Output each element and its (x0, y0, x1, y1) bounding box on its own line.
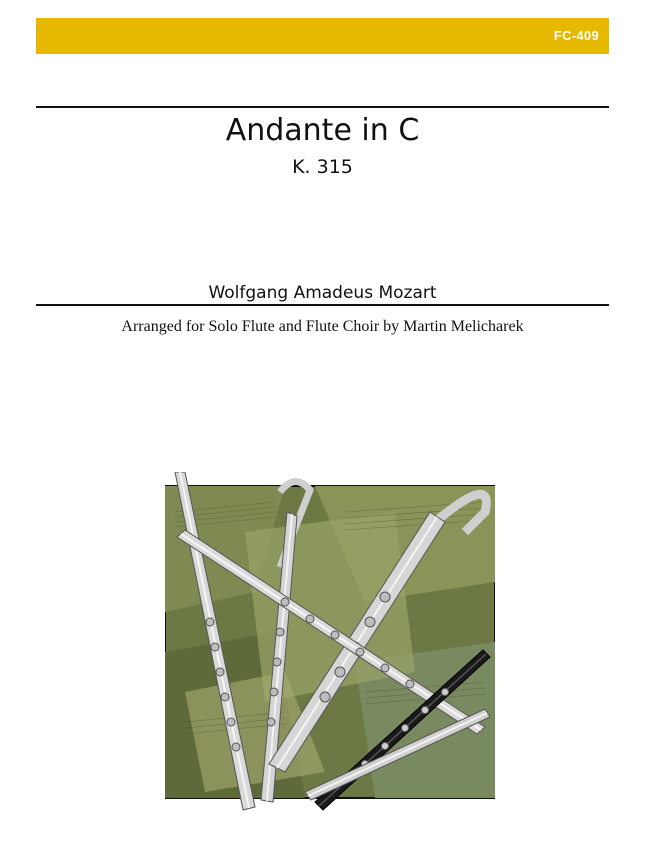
header-bar (36, 18, 609, 54)
piece-title: Andante in C (225, 113, 420, 148)
flutes-artwork (165, 472, 495, 812)
top-divider (36, 106, 609, 108)
composer-name: Wolfgang Amadeus Mozart (208, 283, 437, 303)
catalog-number: FC-409 (553, 28, 599, 43)
composer-divider (36, 304, 609, 306)
piece-catalog-subtitle: K. 315 (292, 156, 353, 178)
arrangement-credit: Arranged for Solo Flute and Flute Choir by Martin Melicharek (121, 318, 524, 335)
